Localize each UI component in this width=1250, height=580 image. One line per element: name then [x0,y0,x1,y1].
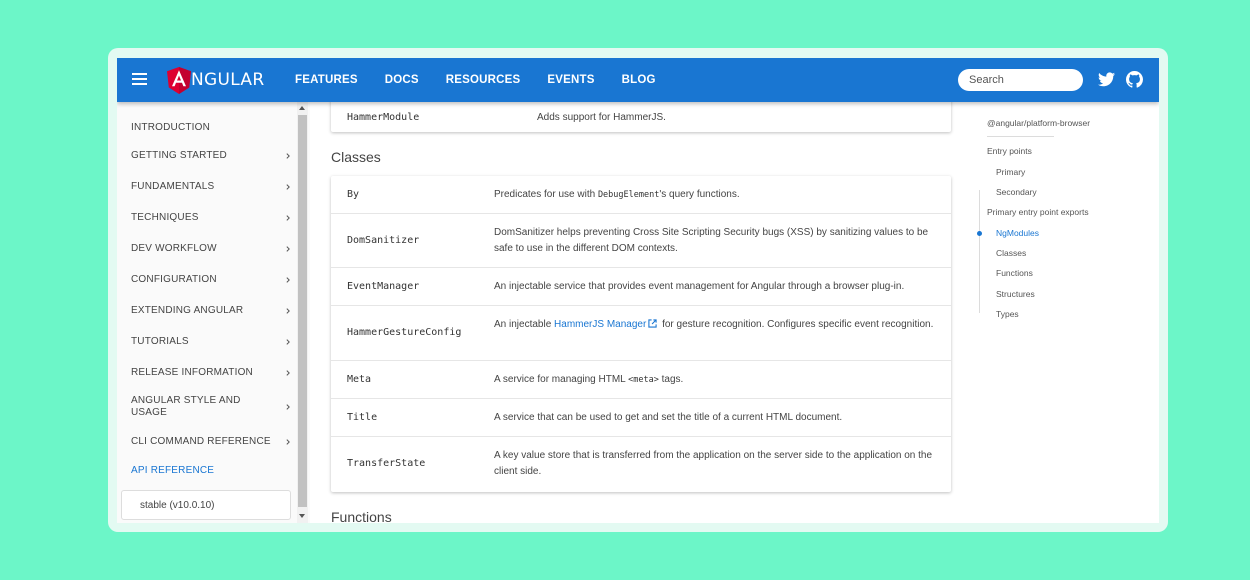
class-name-link[interactable]: Meta [347,374,372,385]
class-description: DomSanitizer helps preventing Cross Site Scripting Security bugs (XSS) by sanitizing values to be safe to use in the different DOM contexts. [494,227,929,254]
toc-item-functions[interactable]: Functions [996,268,1033,278]
table-row [331,437,951,492]
class-description: Predicates for use with DebugElement's query functions. [494,189,740,200]
ngmodules-table [331,102,951,132]
nav-resources[interactable]: RESOURCES [445,74,521,86]
toc-item-types[interactable]: Types [996,309,1019,319]
class-name-link[interactable]: HammerGestureConfig [347,327,462,338]
sidebar-item-style-and-usage[interactable] [131,395,291,419]
toc-item-secondary[interactable]: Secondary [996,187,1037,197]
classes-table [331,176,951,492]
sidebar-item-release-information[interactable] [131,367,291,378]
browser-window [117,58,1159,523]
chevron-right-icon [285,246,291,252]
toc-item-primary[interactable]: Primary [996,167,1026,177]
scroll-up-arrow-icon[interactable] [299,106,305,110]
class-description: An injectable HammerJS Manager for gesture recognition. Configures specific event recognition. [494,319,934,330]
table-row [331,214,951,268]
search-input[interactable] [958,69,1083,91]
sidebar-item-dev-workflow[interactable] [131,243,291,254]
github-icon[interactable] [1126,71,1143,88]
section-title-classes: Classes [331,149,381,165]
hamburger-menu-icon[interactable] [132,73,147,86]
sidebar [117,102,310,523]
table-row [331,268,951,306]
class-description: Adds support for HammerJS. [537,112,666,123]
section-title-functions: Functions [331,509,392,523]
main-nav [295,58,683,102]
sidebar-item-label: RELEASE INFORMATION [131,367,253,378]
sidebar-item-label: CLI COMMAND REFERENCE [131,436,271,447]
table-of-contents [979,102,1159,523]
class-name-link[interactable]: HammerModule [347,112,420,123]
angular-logo[interactable] [167,66,264,94]
chevron-right-icon [285,308,291,314]
toc-item-structures[interactable]: Structures [996,289,1035,299]
nav-events[interactable]: EVENTS [547,74,595,86]
sidebar-item-techniques[interactable] [131,212,291,223]
sidebar-item-label: ANGULAR STYLE AND USAGE [131,395,241,418]
toc-heading[interactable]: @angular/platform-browser [987,118,1091,128]
sidebar-item-label: CONFIGURATION [131,274,217,285]
sidebar-item-label: GETTING STARTED [131,150,227,161]
nav-blog[interactable]: BLOG [621,74,656,86]
angular-shield-icon [167,67,191,94]
class-name-link[interactable]: TransferState [347,458,426,469]
sidebar-item-label: TUTORIALS [131,336,189,347]
sidebar-scrollbar-thumb[interactable] [298,115,307,507]
sidebar-item-api-reference[interactable] [131,465,291,476]
toc-item-ngmodules[interactable]: NgModules [996,228,1039,238]
toc-divider [987,136,1054,137]
sidebar-item-cli-command-reference[interactable] [131,436,291,447]
sidebar-item-label: API REFERENCE [131,465,215,476]
sidebar-item-introduction[interactable] [131,122,291,133]
sidebar-item-configuration[interactable] [131,274,291,285]
chevron-right-icon [285,404,291,410]
sidebar-item-label: FUNDAMENTALS [131,181,215,192]
chevron-right-icon [285,370,291,376]
hammerjs-manager-link[interactable]: HammerJS Manager [554,319,647,330]
toc-item-entry-points[interactable]: Entry points [987,146,1032,156]
class-name-link[interactable]: Title [347,412,378,423]
table-row [331,102,951,132]
nav-docs[interactable]: DOCS [384,74,419,86]
external-link-icon [648,319,657,328]
top-nav-bar [117,58,1159,102]
class-name-link[interactable]: EventManager [347,281,420,292]
version-selector[interactable]: stable (v10.0.10) [121,490,291,520]
table-row [331,176,951,214]
class-description: A key value store that is transferred from the application on the server side to the application on the client side. [494,450,933,477]
scroll-down-arrow-icon[interactable] [299,514,305,518]
sidebar-item-extending-angular[interactable] [131,305,291,316]
twitter-icon[interactable] [1098,72,1115,87]
class-name-link[interactable]: By [347,189,360,200]
sidebar-item-fundamentals[interactable] [131,181,291,192]
class-name-link[interactable]: DomSanitizer [347,235,420,246]
sidebar-item-getting-started[interactable] [131,150,291,161]
nav-features[interactable]: FEATURES [295,74,358,86]
class-description: An injectable service that provides event management for Angular through a browser plug-in. [494,281,905,292]
main-content [310,102,970,523]
toc-item-classes[interactable]: Classes [996,248,1027,258]
table-row [331,399,951,437]
toc-rail [979,190,980,313]
chevron-right-icon [285,277,291,283]
chevron-right-icon [285,339,291,345]
toc-active-dot [977,231,982,236]
class-description: A service for managing HTML <meta> tags. [494,374,684,385]
class-description: A service that can be used to get and set the title of a current HTML document. [494,412,843,423]
sidebar-item-label: TECHNIQUES [131,212,199,223]
chevron-right-icon [285,215,291,221]
chevron-right-icon [285,153,291,159]
table-row [331,361,951,399]
chevron-right-icon [285,439,291,445]
sidebar-item-tutorials[interactable] [131,336,291,347]
sidebar-item-label: INTRODUCTION [131,122,211,133]
toc-item-primary-exports[interactable]: Primary entry point exports [987,207,1089,217]
table-row [331,306,951,361]
chevron-right-icon [285,184,291,190]
sidebar-item-label: EXTENDING ANGULAR [131,305,244,316]
sidebar-item-label: DEV WORKFLOW [131,243,217,254]
logo-wordmark: NGULAR [191,70,265,90]
